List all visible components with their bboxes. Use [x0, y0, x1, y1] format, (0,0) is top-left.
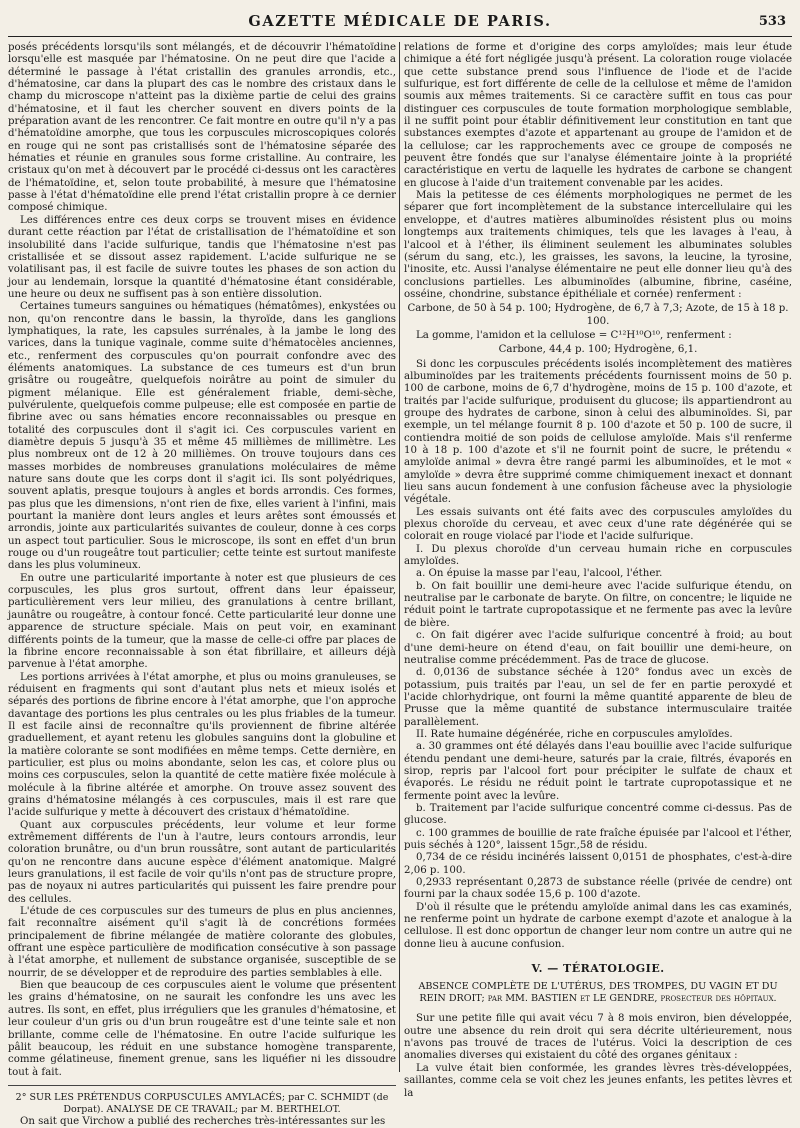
column-divider — [399, 42, 400, 1072]
paragraph: En outre une particularité importante à noter est que plusieurs de ces corpuscules, les plus gros surtout, offrent dans leur épaisseur, particulièrement vers leur milieu, des granulations à centre brillant, jaunâtre ou rougeâtre, à contour foncé. Cette particularité leur donne une apparence de structure spéciale. Mais on peut voir, en examinant différents points de la tumeur, que la masse de celle-ci offre par places de la fibrine encore reconnaissable à son état fibrillaire, et ailleurs déjà parvenue à l'état amorphe. — [8, 572, 396, 671]
left-column — [8, 42, 396, 1127]
paragraph: Quant aux corpuscules précédents, leur volume et leur forme extrêmement différents de l'un à l'autre, leurs contours arrondis, leur coloration brunâtre, ou d'un brun roussâtre, sont autant de particularités qu'on ne rencontre dans aucune espèce d'élément anatomique. Malgré leurs granulations, il est facile de voir qu'ils n'ont pas de structure propre, pas de noyaux ni autres particularités qui puissent les faire prendre pour des cellules. — [8, 819, 396, 905]
paragraph: D'où il résulte que le prétendu amyloïde animal dans les cas examinés, ne renferme point un hydrate de carbone exempt d'azote et analogue à la cellulose. Il est donc opportun de changer leur nom contre un autre qui ne donne lieu à aucune confusion. — [404, 901, 792, 950]
paragraph: Mais la petitesse de ces éléments morphologiques ne permet de les séparer que fort incomplètement de la substance intercellulaire qui les enveloppe, et d'autres matières albuminoïdes résistent plus ou moins longtemps aux traitements chimiques, tels que les lavages à l'eau, à l'alcool et à l'éther, ils éliminent seulement les albuminates solubles (sérum du sang, etc.), les graisses, les savons, la leucine, la tyrosine, l'inosite, etc. Aussi l'analyse élémentaire ne peut elle donner lieu qu'à des conclusions partielles. Les albuminoïdes (albumine, fibrine, caséine, osséine, chondrine, substance épithéliale et cornée) renferment : — [404, 190, 792, 300]
list-item: 0,734 de ce résidu incinérés laissent 0,0151 de phosphates, c'est-à-dire 2,06 p. 100. — [404, 852, 792, 876]
paragraph: Bien que beaucoup de ces corpuscules aient le volume que présentent les grains d'hématosine, on ne saurait les confondre les uns avec les autres. Ils sont, en effet, plus irréguliers que les granules d'hématosine, et leur couleur d'un gris ou d'un brun rougeâtre est d'une teinte sale et non brillante, comme celle de l'hématosine. En outre l'acide sulfurique les pâlit beaucoup, les réduit en une substance homogène transparente, comme gélatineuse, finement grenue, sans les liquéfier ni les dissoudre tout à fait. — [8, 980, 396, 1078]
list-item: b. Traitement par l'acide sulfurique concentré comme ci-dessus. Pas de glucose. — [404, 802, 792, 827]
article-title: ABSENCE COMPLÈTE DE L'UTÉRUS, DES TROMPES, DU VAGIN ET DU REIN DROIT; par MM. BASTIEN et LE GENDRE, prosecteur des hôpitaux. — [418, 981, 778, 1005]
paragraph: Si donc les corpuscules précédents isolés incomplètement des matières albuminoïdes par les traitements précédents fournissent moins de 50 p. 100 de carbone, moins de 6,7 d'hydrogène, moins de 15 p. 100 d'azote, et traités par l'acide sulfurique, produisent du glucose; ils appartiendront au groupe des hydrates de carbone, sinon à celui des albuminoïdes. Si, par exemple, un tel mélange fournit 8 p. 100 d'azote et 50 p. 100 de sucre, il contiendra moitié de son poids de cellulose amyloïde. Mais s'il renferme 10 à 18 p. 100 d'azote et s'il ne fournit point de sucre, le prétendu « amyloïde animal » devra être rangé parmi les albuminoïdes, et le mot « amyloïde » devra être supprimé comme chimiquement inexact et donnant lieu sans aucun fondement à une confusion fâcheuse avec la physiologie végétale. — [404, 358, 792, 506]
paragraph: L'étude de ces corpuscules sur des tumeurs de plus en plus anciennes, fait reconnaître aisément qu'il s'agit là de concrétions formées principalement de fibrine mélangée de matière colorante des globules, offrant une espèce particulière de modification consécutive à son passage à l'état amorphe, et nullement de substance organisée, susceptible de se nourrir, de se développer et de reproduire des parties semblables à elle. — [8, 906, 396, 979]
list-item: a. 30 grammes ont été délayés dans l'eau bouillie avec l'acide sulfurique étendu pendant une demi-heure, saturés par la craie, filtrés, évaporés en sirop, repris par l'alcool fort pour précipiter le sulfate de chaux et évaporés. Le résidu ne réduit point le tartrate cupropotassique et ne fermente point avec la levûre. — [404, 741, 792, 802]
journal-title: GAZETTE MÉDICALE DE PARIS. — [248, 13, 552, 30]
right-column — [404, 42, 792, 1099]
section-title: V. — TÉRATOLOGIE. — [531, 962, 665, 976]
paragraph: La vulve était bien conformée, les grandes lèvres très-développées, saillantes, comme cela se voit chez les jeunes enfants, les petites lèvres et la — [404, 1062, 792, 1099]
page-header — [8, 6, 792, 37]
list-item: a. On épuise la masse par l'eau, l'alcool, l'éther. — [416, 568, 663, 580]
article-title: 2° SUR LES PRÉTENDUS CORPUSCULES AMYLACÉS; par C. SCHMIDT (de Dorpat). ANALYSE DE CE TRAVAIL; par M. BERTHELOT. — [8, 1085, 396, 1116]
list-item: 0,2933 représentant 0,2873 de substance réelle (privée de cendre) ont fourni par la chaux sodée 15,6 p. 100 d'azote. — [404, 877, 792, 901]
list-heading: II. Rate humaine dégénérée, riche en corpuscules amyloïdes. — [416, 728, 733, 740]
newspaper-page — [8, 6, 792, 1127]
paragraph: Les essais suivants ont été faits avec des corpuscules amyloïdes du plexus choroïde du cerveau, et avec ceux d'une rate dégénérée qui se colorait en rouge violacé par l'iode et l'acide sulfurique. — [404, 506, 792, 543]
list-item: c. On fait digérer avec l'acide sulfurique concentré à froid; au bout d'une demi-heure on étend d'eau, on fait bouillir une demi-heure, on neutralise comme précédemment. Pas de trace de glucose. — [404, 630, 792, 666]
list-heading: I. Du plexus choroïde d'un cerveau humain riche en corpuscules amyloïdes. — [404, 543, 792, 568]
formula: Carbone, 44,4 p. 100; Hydrogène, 6,1. — [498, 344, 698, 356]
paragraph: Sur une petite fille qui avait vécu 7 à 8 mois environ, bien développée, outre une absence du rein droit qui sera décrite ultérieurement, nous n'avons pas trouvé de traces de l'utérus. Voici la description de ces anomalies diverses qui existaient du côté des organes génitaux : — [404, 1013, 792, 1062]
list-item: c. 100 grammes de bouillie de rate fraîche épuisée par l'alcool et l'éther, puis séchés à 120°, laissent 15gr.,58 de résidu. — [404, 827, 792, 851]
formula: Carbone, de 50 à 54 p. 100; Hydrogène, de 6,7 à 7,3; Azote, de 15 à 18 p. 100. — [407, 303, 789, 327]
paragraph: Les portions arrivées à l'état amorphe, et plus ou moins granuleuses, se réduisent en fragments qui sont d'autant plus nets et mieux isolés et séparés des portions de fibrine encore à l'état amorphe, que l'on approche davantage des portions les plus centrales ou les plus friables de la tumeur. Il est facile ainsi de reconnaître qu'ils proviennent de fibrine altérée graduellement, et ayant retenu les globules sanguins dont la globuline et la matière colorante se sont modifiées en même temps. Cette dernière, en particulier, est plus ou moins abondante, selon les cas, et colore plus ou moins ces corpuscules, selon la quantité de cette matière fixée molécule à molécule à la fibrine altérée et amorphe. On trouve assez souvent des grains d'hématosine mélangés à ces corpuscules, mais il est rare que l'acide sulfurique y mette à découvert des cristaux d'hématoïdine. — [8, 671, 396, 819]
list-item: b. On fait bouillir une demi-heure avec l'acide sulfurique étendu, on neutralise par le carbonate de baryte. On filtre, on concentre; le liquide ne réduit point le tartrate cupropotassique et ne fermente pas avec la levûre de bière. — [404, 580, 792, 629]
paragraph: Certaines tumeurs sanguines ou hématiques (hématômes), enkystées ou non, qu'on rencontre dans le bassin, la thyroïde, dans les ganglions lymphatiques, la rate, les capsules surrénales, à la jambe le long des varices, dans la tunique vaginale, comme suite d'hématocèles anciennes, etc., renferment des corpuscules qu'on pourrait confondre avec des éléments anatomiques. La substance de ces tumeurs est d'un brun grisâtre ou rougeâtre, quelquefois noirâtre au point de simuler du pigment mélanique. Elle est généralement friable, demi-sèche, pulvérulente, quelquefois comme pulpeuse; elle est composée en partie de fibrine avec ou sans hématies encore reconnaissables ou presque en totalité des corpuscules dont il s'agit ici. Ces corpuscules varient en diamètre depuis 5 jusqu'à 35 et même 45 millièmes de millimètre. Les plus nombreux ont de 12 à 20 millièmes. On trouve toujours dans ces masses morbides de nombreuses granulations moléculaires de même nature sans doute que les corps dont il s'agit ici. Ils sont polyédriques, souvent aplatis, presque toujours à angles et bords arrondis. Ces formes, pas plus que les dimensions, n'ont rien de fixe, elles varient à l'infini, mais pourtant la manière dont leurs angles et leurs arêtes sont émoussés et arrondis, jointe aux particularités suivantes de couleur, donne à ces corps un aspect tout particulier. Sous le microscope, ils sont en effet d'un brun rouge ou d'un rougeâtre tout particulier; cette teinte est surtout manifeste dans les plus volumineux. — [8, 301, 396, 572]
paragraph: Les différences entre ces deux corps se trouvent mises en évidence durant cette réaction par l'état de cristallisation de l'hématoïdine et son insolubilité dans l'acide sulfurique, tandis que l'hématosine n'est pas cristallisée et se dissout assez rapidement. L'acide sulfurique ne se volatilisant pas, il est facile de suivre toutes les phases de son action du jour au lendemain, lorsque la quantité d'hématosine étant considérable, une heure ou deux ne suffisent pas à son entière dissolution. — [8, 214, 396, 300]
paragraph: posés précédents lorsqu'ils sont mélangés, et de découvrir l'hématoïdine lorsqu'elle est masquée par l'hématosine. On ne peut dire que l'acide a déterminé le passage à l'état cristallin des granules arrondis, etc., d'hématosine, car dans la plupart des cas le nombre des cristaux dans le champ du microscope n'atteint pas la dixième partie de celui des grains d'hématosine, et il faut les chercher souvent en divers points de la préparation avant de les rencontrer. Ce fait montre en outre qu'il n'y a pas d'hématoïdine amorphe, que tous les corpuscules microscopiques colorés en rouge qui ne sont pas cristallisés sont de l'hématosine séparée des hématies et réunie en granules sous forme cristalline. Au contraire, les cristaux qu'on met à découvert par le procédé ci-dessus ont les caractères de l'hématoïdine, et, selon toute probabilité, à mesure que l'hématosine passe à l'état d'hématoïdine elle prend l'état cristallin propre à ce dernier composé chimique. — [8, 42, 396, 214]
page-number: 533 — [758, 14, 786, 29]
list-item: d. 0,0136 de substance séchée à 120° fondus avec un excès de potassium, puis traités par l'eau, un sel de fer en partie peroxydé et l'acide chlorhydrique, ont fourni la même quantité apparente de bleu de Prusse que la même quantité de substance intermusculaire traitée parallèlement. — [404, 667, 792, 728]
paragraph: La gomme, l'amidon et la cellulose = C¹²H¹⁰O¹⁰, renferment : — [416, 329, 732, 341]
paragraph: On sait que Virchow a publié des recherches très-intéressantes sur les — [20, 1115, 386, 1127]
paragraph: relations de forme et d'origine des corps amyloïdes; mais leur étude chimique a été fort négligée jusqu'à présent. La coloration rouge violacée que cette substance prend sous l'influence de l'iode et de l'acide sulfurique, est fort différente de celle de la cellulose et même de l'amidon soumis aux mêmes traitements. Si ce caractère suffit en tous cas pour distinguer ces corpuscules de toute formation morphologique semblable, il ne suffit point pour établir définitivement leur constitution en tant que substances exemptes d'azote et appartenant au groupe de l'amidon et de la cellulose; car les rapprochements avec ce groupe de composés ne peuvent être fondés que sur l'analyse élémentaire jointe à la propriété caractéristique en vertu de laquelle les hydrates de carbone se changent en glucose à l'aide d'un traitement convenable par les acides. — [404, 42, 792, 189]
